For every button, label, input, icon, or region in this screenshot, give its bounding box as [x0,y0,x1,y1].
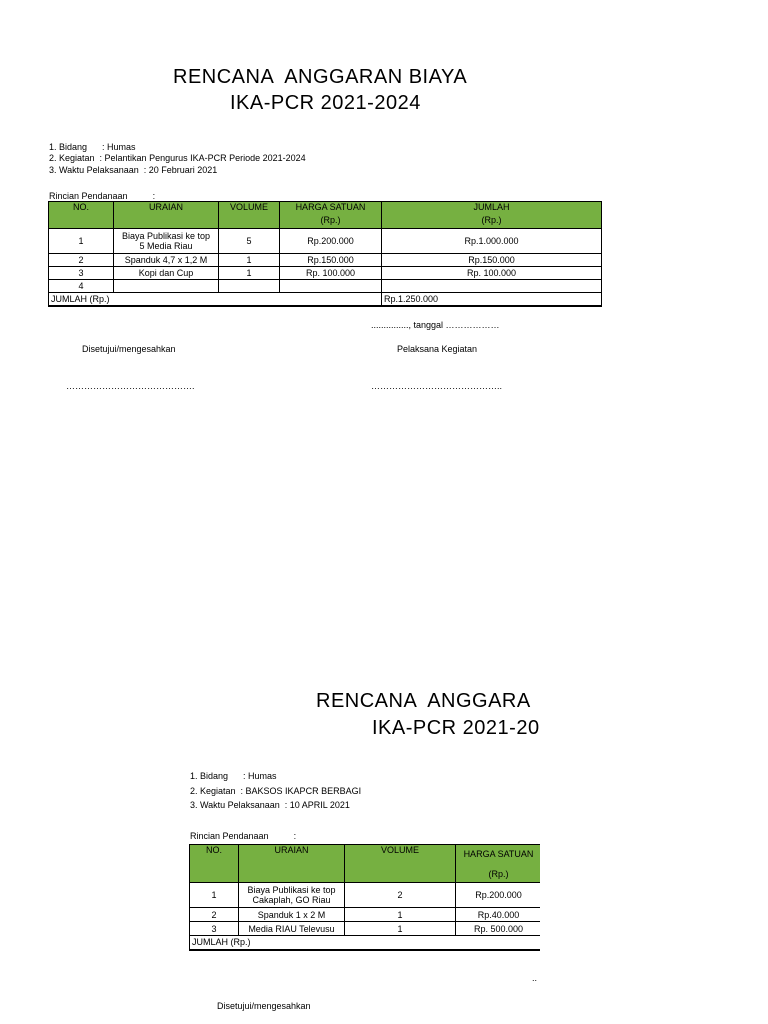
cell-no: 2 [49,254,114,267]
doc2-table-clip [186,840,540,960]
doc2-col-harga-line2: (Rp.) [488,868,509,879]
doc2-col-harga [456,845,541,883]
cell-volume: 5 [219,229,280,254]
cell-volume: 1 [345,922,456,936]
cell-uraian-line1: Biaya Publikasi ke top [121,231,211,241]
cell-no: 1 [49,229,114,254]
table-row [49,254,602,267]
doc1-col-jumlah [382,202,602,229]
cell-no: 2 [190,908,239,922]
table-row [190,922,541,936]
total-value: Rp.1.250.000 [382,293,602,306]
cell-harga: Rp. 500.000 [456,922,541,936]
total-label: JUMLAH (Rp.) [49,293,382,306]
cell-volume: 1 [345,908,456,922]
doc2-dots: .. [532,973,538,983]
cell-no: 3 [49,267,114,280]
total-row [190,936,541,950]
doc2-title-line2: IKA-PCR 2021-20 [372,717,540,739]
cell-uraian [114,280,219,293]
doc1-kegiatan: 2. Kegiatan : Pelantikan Pengurus IKA-PCR Periode 2021-2024 [49,153,306,163]
cell-uraian: Spanduk 4,7 x 1,2 M [114,254,219,267]
cell-jumlah: Rp. 100.000 [382,267,602,280]
cell-uraian [239,883,345,908]
cell-volume [219,280,280,293]
cell-volume: 2 [345,883,456,908]
doc1-col-volume: VOLUME [219,202,280,229]
doc1-rincian-label: Rincian Pendanaan : [49,191,156,201]
doc2-rincian-label: Rincian Pendanaan : [190,831,297,841]
cell-uraian-line2: Cakaplah, GO Riau [252,895,331,905]
total-row [49,293,602,306]
doc1-title-line2: IKA-PCR 2021-2024 [230,92,421,114]
cell-uraian-line1: Biaya Publikasi ke top [247,885,336,895]
doc1-budget-table [48,201,602,307]
cell-no: 1 [190,883,239,908]
doc2-disetujui: Disetujui/mengesahkan [217,1001,311,1011]
cell-uraian [114,229,219,254]
doc2-col-harga-line1: HARGA SATUAN [463,848,534,859]
doc2-kegiatan: 2. Kegiatan : BAKSOS IKAPCR BERBAGI [190,786,362,796]
doc1-title-line1: RENCANA ANGGARAN BIAYA [173,66,468,88]
doc2-col-volume: VOLUME [345,845,456,883]
doc1-bidang: 1. Bidang : Humas [49,142,136,152]
table-row [49,267,602,280]
cell-harga: Rp.200.000 [456,883,541,908]
cell-volume: 1 [219,267,280,280]
doc1-col-uraian: URAIAN [114,202,219,229]
cell-harga: Rp. 100.000 [280,267,382,280]
doc2-bidang: 1. Bidang : Humas [190,771,277,781]
doc1-pelaksana: Pelaksana Kegiatan [397,344,478,354]
cell-uraian: Spanduk 1 x 2 M [239,908,345,922]
cell-harga: Rp.150.000 [280,254,382,267]
doc2-col-uraian: URAIAN [239,845,345,883]
doc1-disetujui: Disetujui/mengesahkan [82,344,176,354]
doc2-title-line1: RENCANA ANGGARA [316,690,531,712]
cell-jumlah [382,280,602,293]
cell-harga: Rp.200.000 [280,229,382,254]
table-row [49,280,602,293]
cell-volume: 1 [219,254,280,267]
cell-harga [280,280,382,293]
table-row [49,229,602,254]
total-label: JUMLAH (Rp.) [190,936,541,950]
table-row [190,908,541,922]
doc1-waktu: 3. Waktu Pelaksanaan : 20 Februari 2021 [49,165,218,175]
cell-no: 3 [190,922,239,936]
cell-uraian: Media RIAU Televusu [239,922,345,936]
cell-jumlah: Rp.150.000 [382,254,602,267]
doc2-waktu: 3. Waktu Pelaksanaan : 10 APRIL 2021 [190,800,350,810]
cell-jumlah: Rp.1.000.000 [382,229,602,254]
doc1-tanggal: ..............., tanggal ……………… [371,320,500,330]
doc1-col-harga-line1: HARGA SATUAN [295,202,366,212]
doc2-col-no: NO. [190,845,239,883]
cell-harga: Rp.40.000 [456,908,541,922]
doc1-sign-left: ……………………………………. [66,381,195,391]
cell-uraian-line2: 5 Media Riau [139,241,193,251]
doc1-col-harga [280,202,382,229]
doc1-col-no: NO. [49,202,114,229]
cell-uraian: Kopi dan Cup [114,267,219,280]
doc1-col-jumlah-line1: JUMLAH [473,202,510,212]
doc1-col-harga-line2: (Rp.) [320,215,341,225]
doc1-sign-right: …………………………………….. [371,381,503,391]
doc1-col-jumlah-line2: (Rp.) [481,215,502,225]
cell-no: 4 [49,280,114,293]
doc2-budget-table [189,844,540,951]
table-row [190,883,541,908]
